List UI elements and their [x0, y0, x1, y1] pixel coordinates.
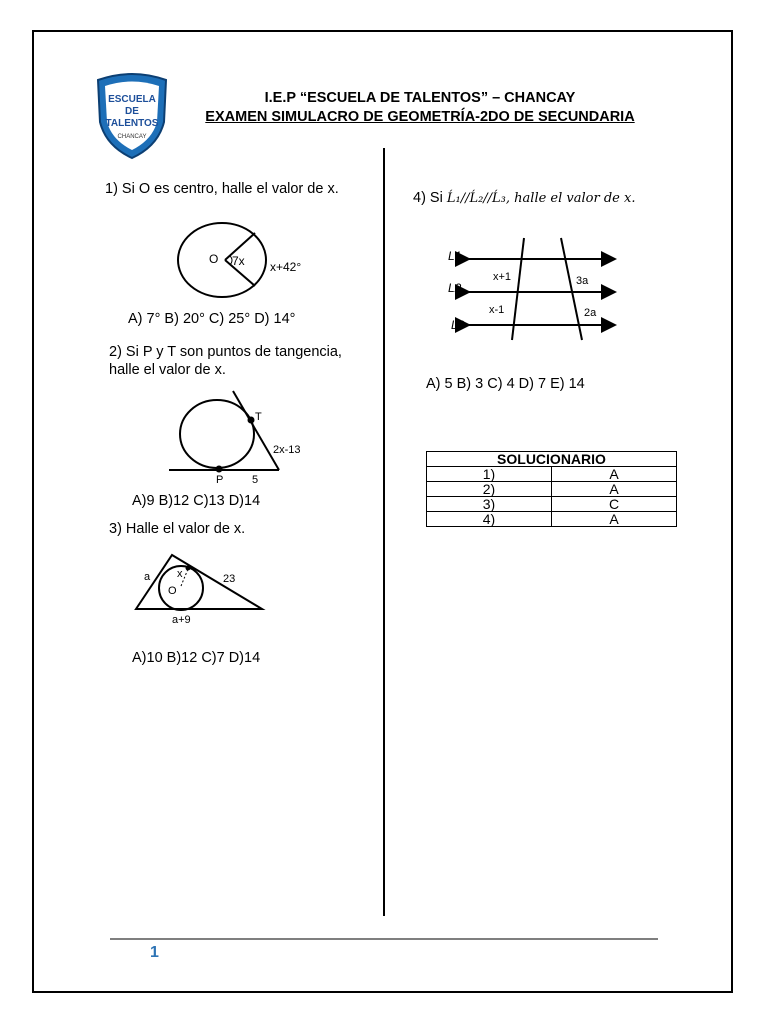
- answer-key-answer: A: [552, 482, 677, 497]
- q2-options: A)9 B)12 C)13 D)14: [132, 493, 261, 509]
- table-row: [427, 512, 677, 527]
- q4-l2-label: L2: [448, 281, 462, 295]
- q3-side-label: 23: [223, 573, 236, 585]
- q4-figure: [445, 234, 625, 344]
- table-row: [427, 497, 677, 512]
- q1-angle-label: 7x: [232, 254, 245, 268]
- q4-top-left-label: x+1: [493, 271, 512, 283]
- q3-figure: [130, 552, 275, 627]
- answer-key-question: 2): [427, 482, 552, 497]
- table-row: [427, 467, 677, 482]
- exam-title: EXAMEN SIMULACRO DE GEOMETRÍA-2DO DE SECUNDARIA: [205, 109, 635, 125]
- table-row: [427, 482, 677, 497]
- q1-center-label: O: [209, 252, 219, 266]
- q3-o-label: O: [168, 585, 177, 597]
- logo-line1: ESCUELA: [108, 94, 156, 105]
- answer-key-question: 1): [427, 467, 552, 482]
- answer-key-title: SOLUCIONARIO: [427, 452, 677, 467]
- answer-key-answer: C: [552, 497, 677, 512]
- q2-t-label: T: [255, 411, 262, 423]
- q2-prompt-line2: halle el valor de x.: [109, 362, 226, 378]
- q4-prompt-math: Ĺ₁//Ĺ₂//Ĺ₃, halle el valor de x.: [446, 191, 636, 206]
- logo-line2: DE: [125, 106, 139, 117]
- q2-side-label: 2x-13: [273, 444, 301, 456]
- q2-p-label: P: [216, 474, 224, 486]
- q4-prompt-prefix: 4) Si: [413, 190, 447, 206]
- q3-base-label: a+9: [172, 614, 191, 626]
- q1-prompt: 1) Si O es centro, halle el valor de x.: [105, 181, 339, 197]
- page-number: 1: [150, 944, 159, 961]
- q4-options: A) 5 B) 3 C) 4 D) 7 E) 14: [426, 376, 585, 392]
- q4-l3-label: L3: [451, 318, 465, 332]
- q3-x-label: x: [177, 568, 183, 580]
- q1-arc-label: x+42°: [270, 260, 302, 274]
- q2-figure: [165, 388, 315, 488]
- q3-a-label: a: [144, 571, 151, 583]
- logo-line3: TALENTOS: [105, 118, 159, 129]
- q1-options: A) 7° B) 20° C) 25° D) 14°: [128, 311, 296, 327]
- q4-bot-right-label: 2a: [584, 307, 597, 319]
- school-title: I.E.P “ESCUELA DE TALENTOS” – CHANCAY: [264, 90, 576, 106]
- q4-top-right-label: 3a: [576, 275, 589, 287]
- q2-base-label: 5: [252, 474, 259, 486]
- answer-key-table: [426, 451, 677, 527]
- answer-key-answer: A: [552, 512, 677, 527]
- school-logo: [92, 72, 172, 162]
- q4-l1-label: L1: [448, 249, 462, 263]
- answer-key-question: 3): [427, 497, 552, 512]
- q4-bot-left-label: x-1: [489, 304, 505, 316]
- q1-figure: [170, 218, 320, 303]
- q2-prompt-line1: 2) Si P y T son puntos de tangencia,: [109, 344, 342, 360]
- footer-rule: [110, 938, 658, 940]
- logo-line4: CHANCAY: [117, 134, 147, 140]
- q3-prompt: 3) Halle el valor de x.: [109, 521, 246, 537]
- q3-options: A)10 B)12 C)7 D)14: [132, 650, 261, 666]
- answer-key-answer: A: [552, 467, 677, 482]
- answer-key-question: 4): [427, 512, 552, 527]
- column-divider: [383, 148, 385, 916]
- q4-prompt: [413, 190, 635, 206]
